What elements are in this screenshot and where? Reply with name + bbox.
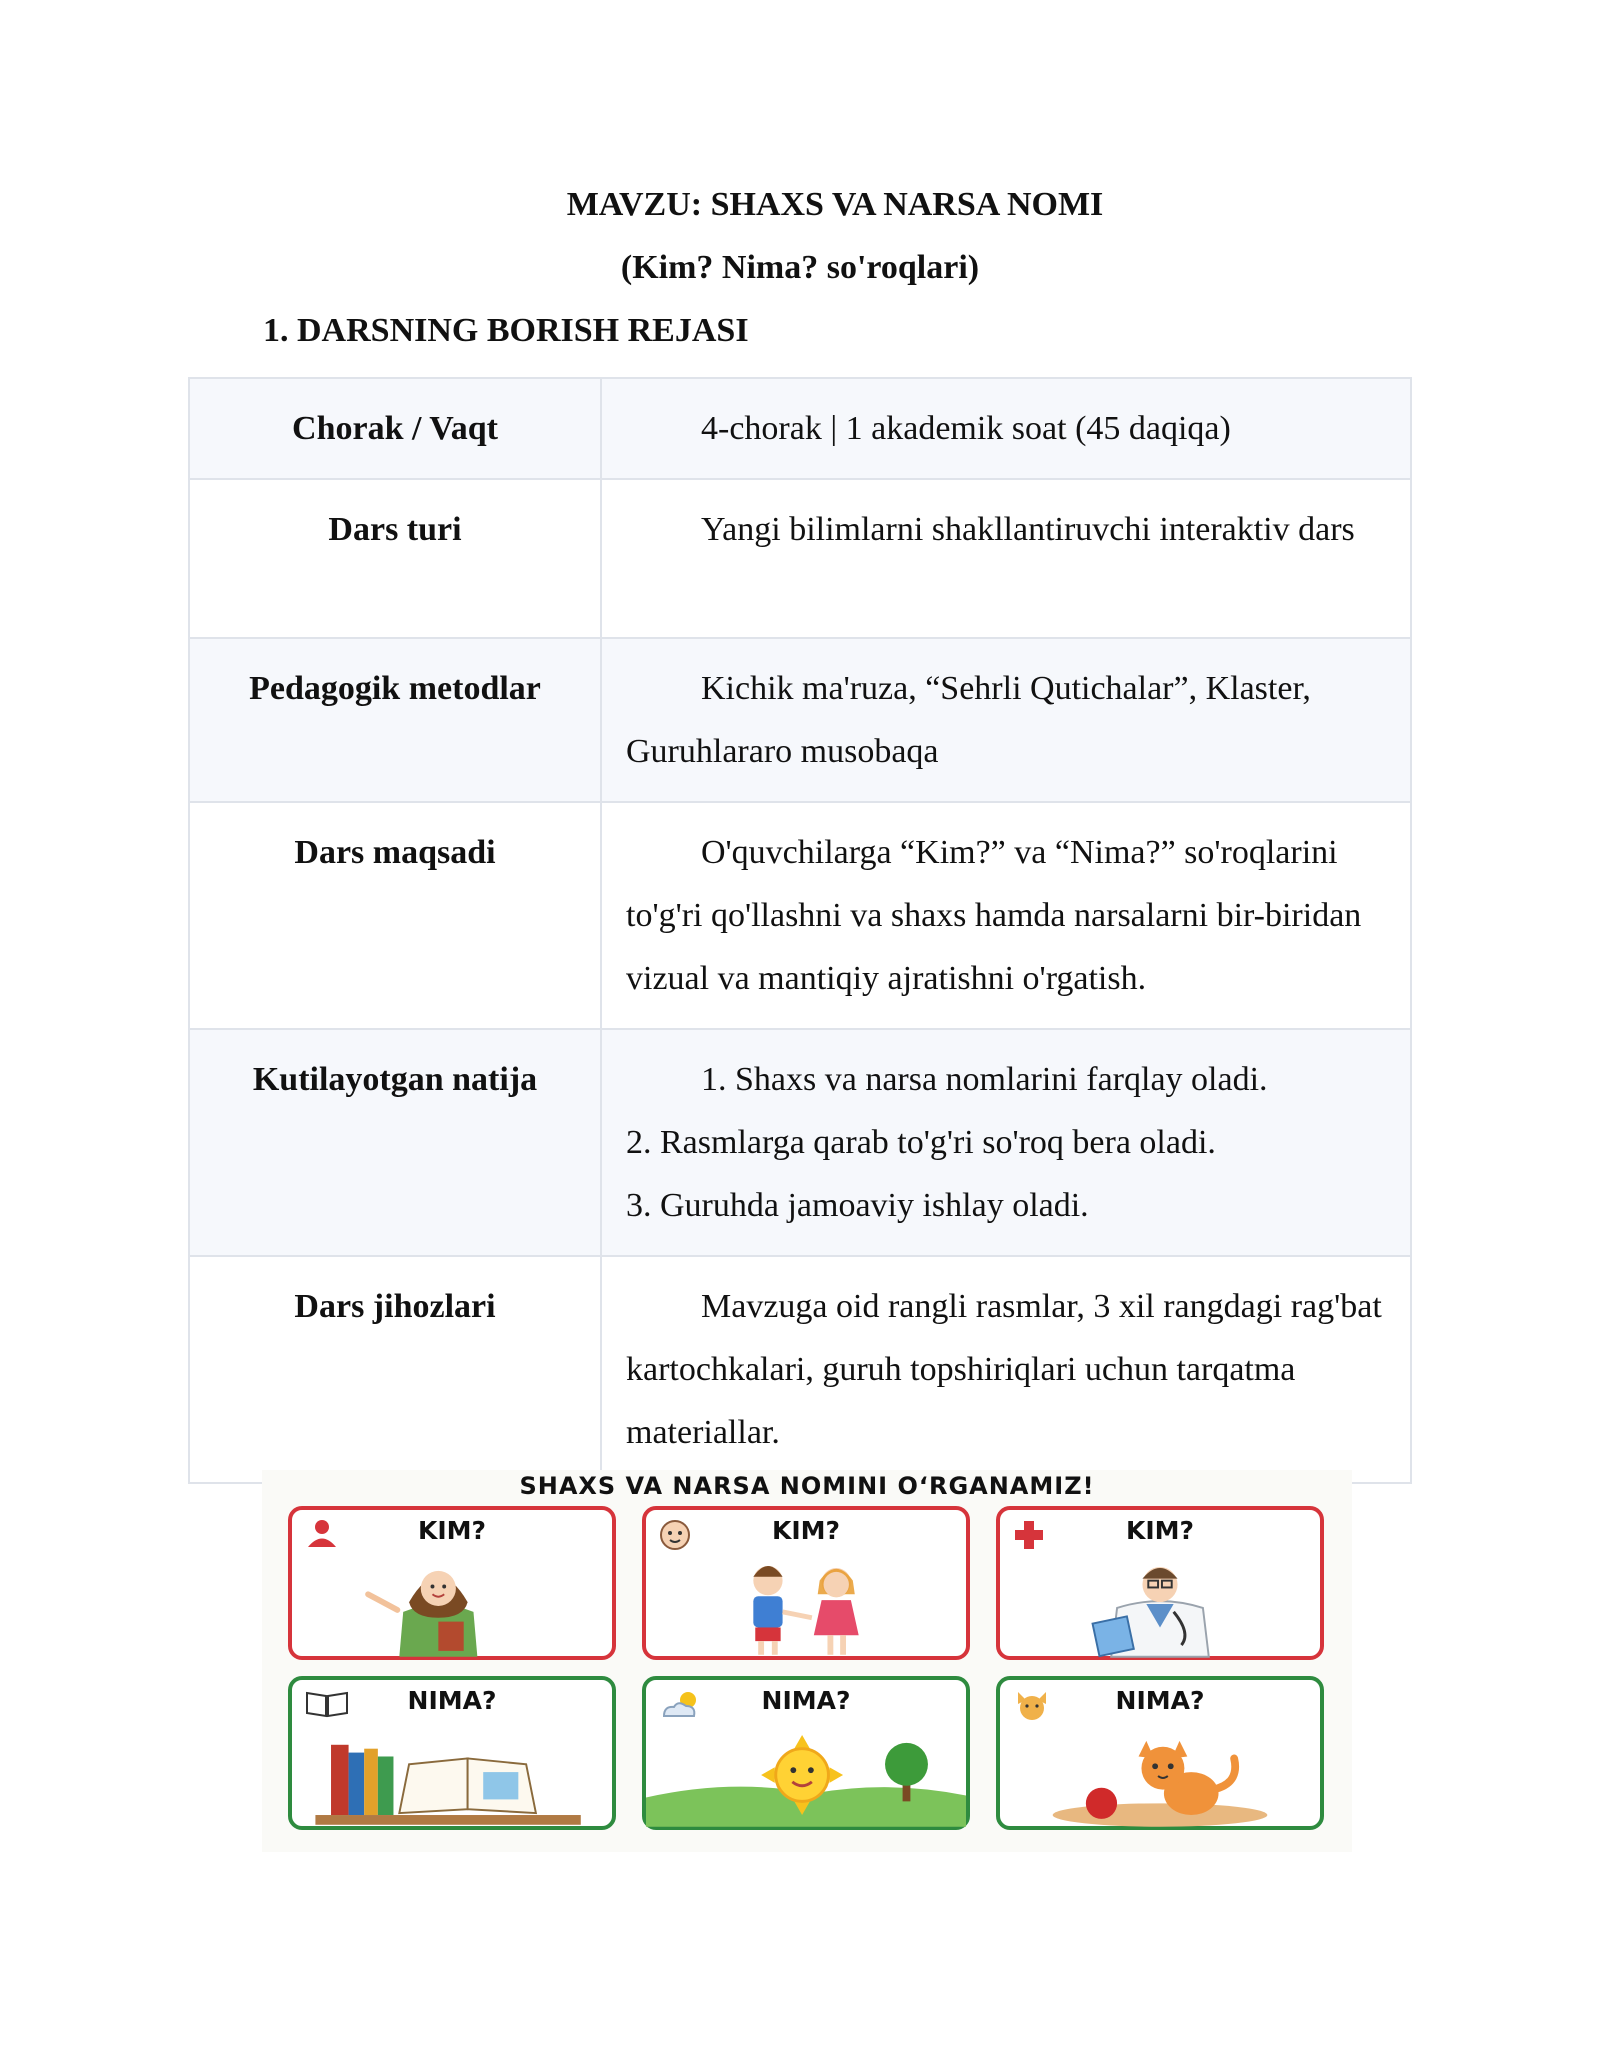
card-label: NIMA? — [407, 1686, 497, 1715]
table-row — [189, 638, 1411, 802]
row-value: O'quvchilarga “Kim?” va “Nima?” so'roqlarini to'g'ri qo'llashni va shaxs hamda narsalarni bir-biridan vizual va mantiqiy ajratishni o'rgatish. — [601, 802, 1411, 1029]
table-row — [189, 802, 1411, 1029]
row-value: Mavzuga oid rangli rasmlar, 3 xil rangdagi rag'bat kartochkalari, guruh topshiriqlari uchun tarqatma materiallar. — [601, 1256, 1411, 1483]
table-row — [189, 1256, 1411, 1483]
card-label: NIMA? — [761, 1686, 851, 1715]
kim-nima-illustration — [262, 1470, 1352, 1852]
card-label: NIMA? — [1115, 1686, 1205, 1715]
children-picture — [646, 1554, 966, 1658]
nima-card-books — [288, 1676, 616, 1830]
result-line: 1. Shaxs va narsa nomlarini farqlay oladi. — [701, 1061, 1268, 1098]
card-label: KIM? — [771, 1516, 841, 1545]
row-key: Dars turi — [189, 479, 601, 638]
nima-card-cat — [996, 1676, 1324, 1830]
row-key: Dars jihozlari — [189, 1256, 601, 1483]
result-line: 3. Guruhda jamoaviy ishlay oladi. — [626, 1187, 1089, 1224]
doctor-picture — [1000, 1554, 1320, 1658]
illustration-title: SHAXS VA NARSA NOMINI O‘RGANAMIZ! — [519, 1472, 1095, 1500]
kim-card-teacher — [288, 1506, 616, 1660]
card-label: KIM? — [417, 1516, 487, 1545]
row-value: 4-chorak | 1 akademik soat (45 daqiqa) — [601, 378, 1411, 479]
lesson-plan-table — [188, 377, 1412, 1484]
teacher-picture — [292, 1554, 612, 1658]
kim-card-doctor — [996, 1506, 1324, 1660]
row-key: Kutilayotgan natija — [189, 1029, 601, 1256]
table-row — [189, 479, 1411, 638]
row-key: Pedagogik metodlar — [189, 638, 601, 802]
cat-picture — [1000, 1724, 1320, 1828]
result-line: 2. Rasmlarga qarab to'g'ri so'roq bera oladi. — [626, 1124, 1216, 1161]
nima-card-sun — [642, 1676, 970, 1830]
kim-card-children — [642, 1506, 970, 1660]
row-key: Chorak / Vaqt — [189, 378, 601, 479]
page-subtitle: (Kim? Nima? so'roqlari) — [620, 249, 980, 286]
section-heading: 1. DARSNING BORISH REJASI — [263, 312, 749, 349]
row-value: Yangi bilimlarni shakllantiruvchi interaktiv dars — [601, 479, 1411, 638]
card-label: KIM? — [1125, 1516, 1195, 1545]
row-value — [601, 1029, 1411, 1256]
table-row — [189, 1029, 1411, 1256]
row-key: Dars maqsadi — [189, 802, 601, 1029]
sun-tree-picture — [646, 1724, 966, 1828]
books-picture — [292, 1724, 612, 1828]
page-title: MAVZU: SHAXS VA NARSA NOMI — [566, 186, 1104, 223]
table-row — [189, 378, 1411, 479]
row-value: Kichik ma'ruza, “Sehrli Qutichalar”, Klaster, Guruhlararo musobaqa — [601, 638, 1411, 802]
